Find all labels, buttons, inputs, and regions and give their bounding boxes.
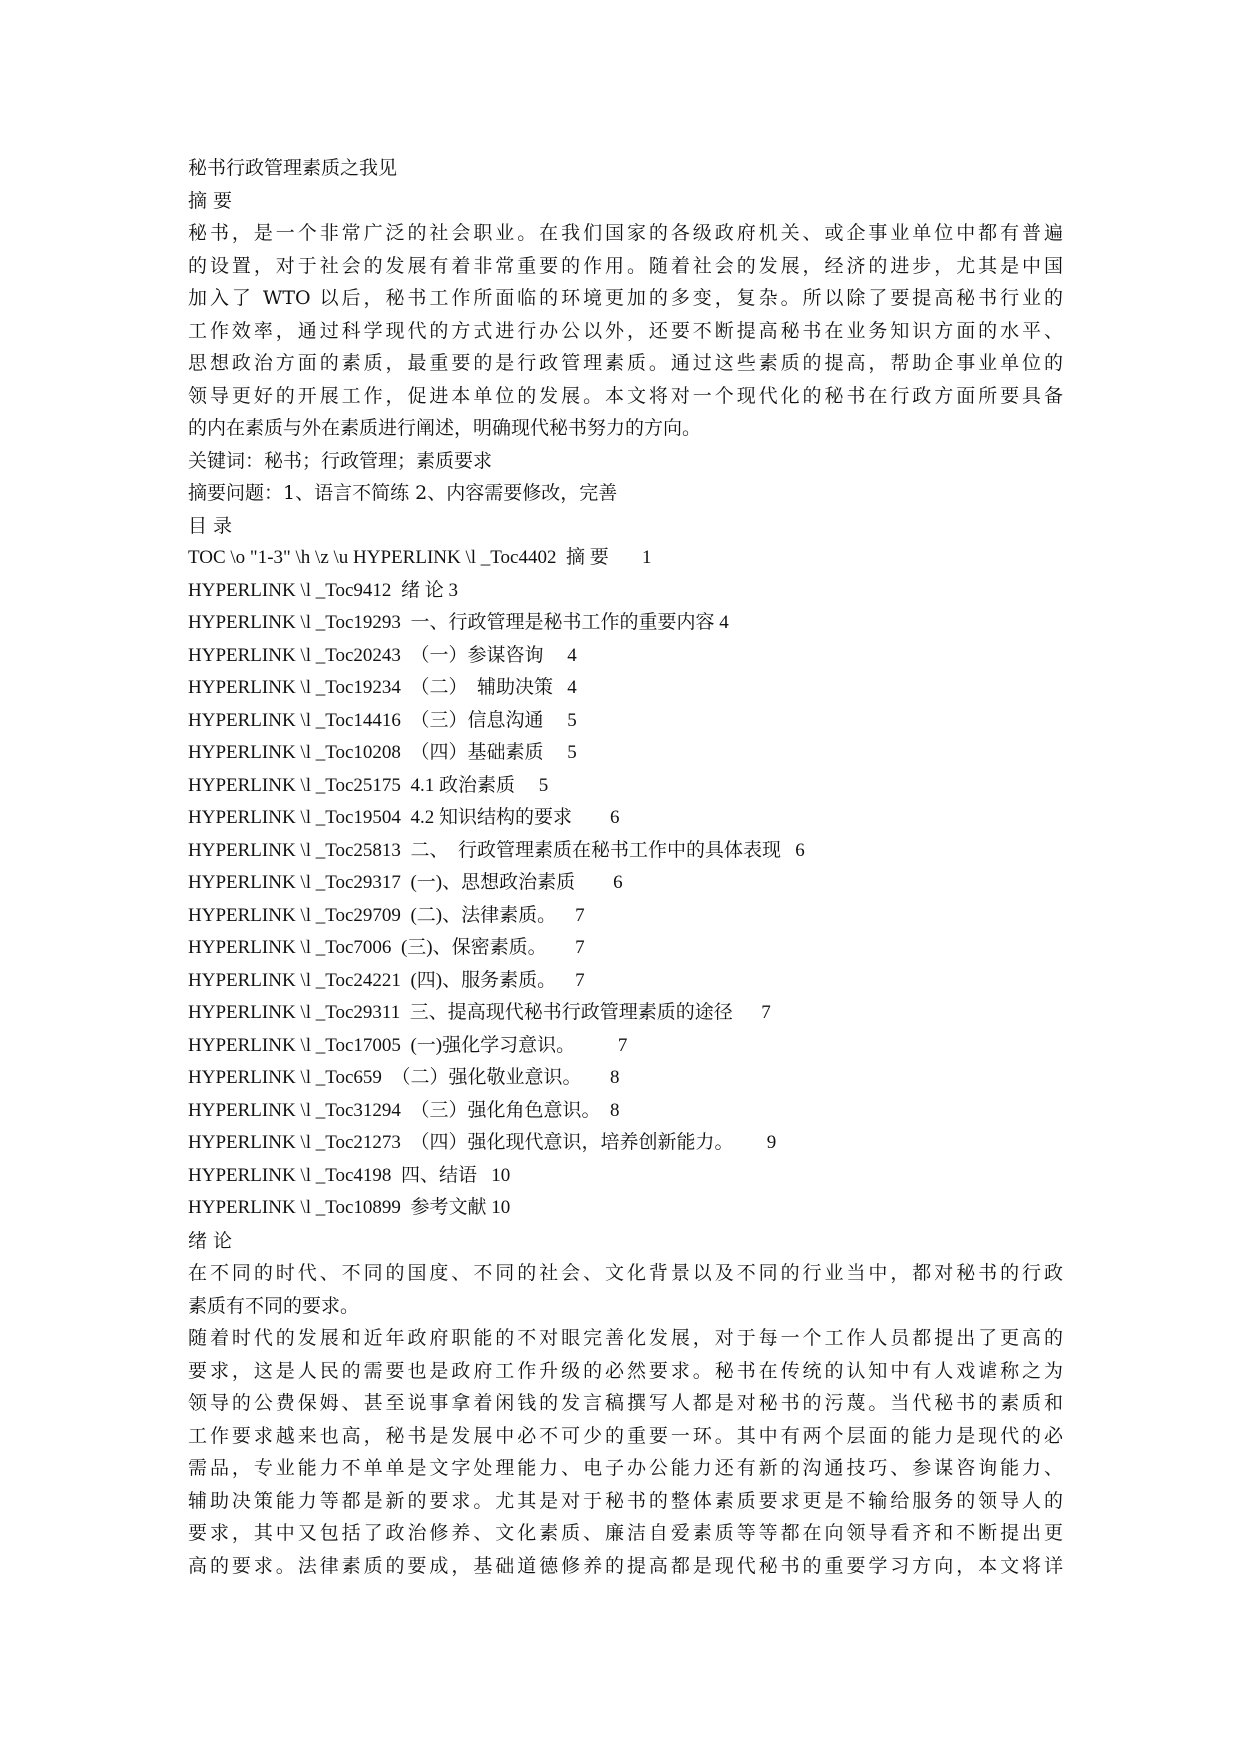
toc-entry-title: （三）信息沟通 bbox=[410, 709, 544, 731]
toc-entry[interactable] bbox=[188, 607, 1063, 640]
toc-field-code: HYPERLINK \l _Toc7006 bbox=[188, 937, 392, 958]
toc-entry-title: （二） 辅助决策 bbox=[410, 677, 553, 698]
intro-line: 在不同的时代、不同的国度、不同的社会、文化背景以及不同的行业当中，都对秘书的行政 bbox=[188, 1262, 1063, 1284]
toc-entry-title: 二、 行政管理素质在秘书工作中的具体表现 bbox=[410, 839, 781, 861]
toc-page-number: 8 bbox=[609, 1067, 620, 1088]
toc-entry[interactable] bbox=[188, 575, 1063, 608]
toc-entry-title: 三、提高现代秘书行政管理素质的途径 bbox=[409, 1002, 733, 1023]
toc-field-code: HYPERLINK \l _Toc19234 bbox=[188, 677, 401, 698]
toc-field-code: HYPERLINK \l _Toc19293 bbox=[188, 612, 401, 633]
toc-entry-title: (四)、服务素质。 bbox=[410, 969, 557, 991]
toc-entry[interactable] bbox=[188, 867, 1063, 900]
toc-entry[interactable] bbox=[188, 705, 1063, 738]
toc-field-code: HYPERLINK \l _Toc9412 bbox=[188, 579, 392, 601]
toc-entry-title: （四）基础素质 bbox=[410, 742, 544, 763]
toc-field-code: HYPERLINK \l _Toc14416 bbox=[188, 709, 401, 731]
intro-line: 素质有不同的要求。 bbox=[188, 1294, 360, 1317]
toc-entry-title: 参考文献 bbox=[410, 1197, 487, 1218]
toc-page-number: 6 bbox=[795, 839, 805, 861]
intro-line: 需品，专业能力不单单是文字处理能力、电子办公能力还有新的沟通技巧、参谋咨询能力、 bbox=[188, 1457, 1063, 1479]
toc-entry-title: (三)、保密素质。 bbox=[400, 937, 547, 958]
toc-field-code: HYPERLINK \l _Toc29311 bbox=[188, 1002, 401, 1023]
toc-gap bbox=[556, 970, 570, 991]
toc-entry-title: 四、结语 bbox=[400, 1164, 477, 1186]
toc-field-code: HYPERLINK \l _Toc29709 bbox=[188, 904, 401, 926]
intro-line: 领导的公费保姆、甚至说事拿着闲钱的发言稿撰写人都是对秘书的污蔑。当代秘书的素质和 bbox=[188, 1392, 1063, 1414]
abstract-issue-note: 摘要问题：1、语言不简练 2、内容需要修改，完善 bbox=[188, 482, 618, 504]
toc-entry-title: （一）参谋咨询 bbox=[410, 644, 544, 666]
toc-entry-title: 摘 要 bbox=[565, 547, 609, 568]
toc-page-number: 5 bbox=[538, 774, 549, 796]
toc-field-code: HYPERLINK \l _Toc25175 bbox=[188, 774, 401, 796]
toc-entry-title: 绪 论 bbox=[400, 579, 444, 601]
toc-gap bbox=[515, 775, 534, 796]
toc-gap bbox=[733, 1002, 757, 1023]
toc-page-number: 7 bbox=[575, 904, 585, 926]
abstract-line: 思想政治方面的素质，最重要的是行政管理素质。通过这些素质的提高，帮助企事业单位的 bbox=[188, 352, 1063, 374]
toc-page-number: 6 bbox=[613, 872, 623, 893]
toc-page-number: 1 bbox=[642, 547, 652, 568]
toc-page-number: 7 bbox=[761, 1002, 771, 1023]
toc-entry-title: (一)强化学习意识。 bbox=[410, 1034, 576, 1056]
abstract-line: 领导更好的开展工作，促进本单位的发展。本文将对一个现代化的秘书在行政方面所要具备 bbox=[188, 384, 1063, 407]
abstract-line: 工作效率，通过科学现代的方式进行办公以外，还要不断提高秘书在业务知识方面的水平、 bbox=[188, 319, 1063, 342]
toc-heading: 目 录 bbox=[188, 514, 233, 537]
intro-line: 工作要求越来也高，秘书是发展中必不可少的重要一环。其中有两个层面的能力是现代的必 bbox=[188, 1424, 1063, 1447]
intro-heading: 绪 论 bbox=[188, 1229, 233, 1252]
toc-field-code: HYPERLINK \l _Toc19504 bbox=[188, 807, 401, 828]
abstract-line: 的设置，对于社会的发展有着非常重要的作用。随着社会的发展，经济的进步，尤其是中国 bbox=[188, 254, 1063, 277]
toc-entry[interactable] bbox=[188, 770, 1063, 803]
toc-page-number: 8 bbox=[609, 1099, 620, 1121]
abstract-line: 加入了 WTO 以后，秘书工作所面临的环境更加的多变，复杂。所以除了要提高秘书行业的 bbox=[188, 287, 1063, 309]
keywords: 关键词：秘书；行政管理；素质要求 bbox=[188, 449, 493, 472]
toc-field-code: TOC \o "1-3" \h \z \u HYPERLINK \l _Toc4402 bbox=[188, 547, 557, 568]
toc-field-code: HYPERLINK \l _Toc21273 bbox=[188, 1132, 401, 1153]
toc-entry[interactable] bbox=[188, 1192, 1063, 1225]
toc-page-number: 5 bbox=[567, 709, 577, 731]
toc-page-number: 10 bbox=[491, 1164, 511, 1186]
document-title: 秘书行政管理素质之我见 bbox=[188, 157, 398, 179]
abstract-line: 的内在素质与外在素质进行阐述，明确现代秘书努力的方向。 bbox=[188, 417, 702, 439]
toc-page-number: 7 bbox=[575, 937, 585, 958]
toc-field-code: HYPERLINK \l _Toc10208 bbox=[188, 742, 401, 763]
table-of-contents bbox=[188, 542, 1063, 1225]
toc-page-number: 4 bbox=[567, 677, 577, 698]
intro-line: 要求，其中又包括了政治修养、文化素质、廉洁自爱素质等等都在向领导看齐和不断提出更 bbox=[188, 1522, 1063, 1544]
toc-entry-title: (二)、法律素质。 bbox=[410, 904, 557, 926]
toc-entry[interactable] bbox=[188, 802, 1063, 835]
intro-line: 辅助决策能力等都是新的要求。尤其是对于秘书的整体素质要求更是不输给服务的领导人的 bbox=[188, 1489, 1063, 1512]
abstract-heading: 摘 要 bbox=[188, 189, 233, 212]
toc-entry[interactable] bbox=[188, 932, 1063, 965]
toc-entry[interactable] bbox=[188, 1160, 1063, 1193]
toc-entry[interactable] bbox=[188, 640, 1063, 673]
toc-field-code: HYPERLINK \l _Toc4198 bbox=[188, 1164, 392, 1186]
toc-page-number: 6 bbox=[609, 807, 620, 828]
document-page bbox=[188, 152, 1063, 1582]
toc-entry-title: (一)、思想政治素质 bbox=[410, 872, 576, 893]
toc-page-number: 3 bbox=[448, 579, 458, 601]
toc-field-code: HYPERLINK \l _Toc24221 bbox=[188, 969, 401, 991]
toc-page-number: 4 bbox=[567, 644, 577, 666]
toc-entry[interactable] bbox=[188, 1030, 1063, 1063]
intro-line: 随着时代的发展和近年政府职能的不对眼完善化发展，对于每一个工作人员都提出了更高的 bbox=[188, 1327, 1063, 1349]
toc-field-code: HYPERLINK \l _Toc25813 bbox=[188, 839, 401, 861]
toc-gap bbox=[609, 547, 638, 568]
toc-field-code: HYPERLINK \l _Toc17005 bbox=[188, 1034, 401, 1056]
toc-field-code: HYPERLINK \l _Toc31294 bbox=[188, 1099, 401, 1121]
toc-gap bbox=[547, 937, 571, 958]
toc-page-number: 5 bbox=[567, 742, 577, 763]
toc-entry[interactable] bbox=[188, 835, 1063, 868]
abstract-line: 秘书，是一个非常广泛的社会职业。在我们国家的各级政府机关、或企事业单位中都有普遍 bbox=[188, 222, 1063, 244]
toc-gap bbox=[543, 710, 562, 731]
toc-page-number: 10 bbox=[491, 1197, 511, 1218]
toc-entry[interactable] bbox=[188, 1127, 1063, 1160]
toc-gap bbox=[543, 742, 562, 763]
toc-gap bbox=[556, 905, 570, 926]
toc-page-number: 7 bbox=[617, 1034, 628, 1056]
toc-entry-title: （三）强化角色意识。 bbox=[410, 1099, 601, 1121]
toc-field-code: HYPERLINK \l _Toc29317 bbox=[188, 872, 401, 893]
toc-gap bbox=[581, 1067, 605, 1088]
abstract-body bbox=[188, 217, 1063, 445]
toc-entry[interactable] bbox=[188, 737, 1063, 770]
toc-entry[interactable] bbox=[188, 1062, 1063, 1095]
toc-gap bbox=[733, 1132, 762, 1153]
toc-entry-title: （二）强化敬业意识。 bbox=[391, 1067, 582, 1088]
toc-page-number: 4 bbox=[719, 612, 729, 633]
toc-gap bbox=[575, 1035, 613, 1056]
toc-field-code: HYPERLINK \l _Toc659 bbox=[188, 1067, 382, 1088]
toc-entry[interactable] bbox=[188, 1095, 1063, 1128]
toc-gap bbox=[572, 807, 605, 828]
toc-entry[interactable] bbox=[188, 542, 1063, 575]
toc-entry[interactable] bbox=[188, 900, 1063, 933]
toc-entry[interactable] bbox=[188, 997, 1063, 1030]
toc-gap bbox=[575, 872, 608, 893]
intro-body bbox=[188, 1257, 1063, 1582]
toc-entry[interactable] bbox=[188, 672, 1063, 705]
toc-entry-title: 4.1 政治素质 bbox=[410, 774, 515, 796]
toc-field-code: HYPERLINK \l _Toc20243 bbox=[188, 644, 401, 666]
toc-entry-title: 一、行政管理是秘书工作的重要内容 bbox=[410, 612, 715, 633]
toc-field-code: HYPERLINK \l _Toc10899 bbox=[188, 1197, 401, 1218]
toc-gap bbox=[543, 645, 562, 666]
intro-line: 高的要求。法律素质的要成，基础道德修养的提高都是现代秘书的重要学习方向，本文将详 bbox=[188, 1554, 1063, 1577]
toc-page-number: 9 bbox=[766, 1132, 777, 1153]
toc-entry[interactable] bbox=[188, 965, 1063, 998]
intro-line: 要求，这是人民的需要也是政府工作升级的必然要求。秘书在传统的认知中有人戏谑称之为 bbox=[188, 1359, 1063, 1382]
toc-entry-title: 4.2 知识结构的要求 bbox=[410, 807, 572, 828]
toc-entry-title: （四）强化现代意识，培养创新能力。 bbox=[410, 1132, 734, 1153]
toc-page-number: 7 bbox=[575, 969, 585, 991]
